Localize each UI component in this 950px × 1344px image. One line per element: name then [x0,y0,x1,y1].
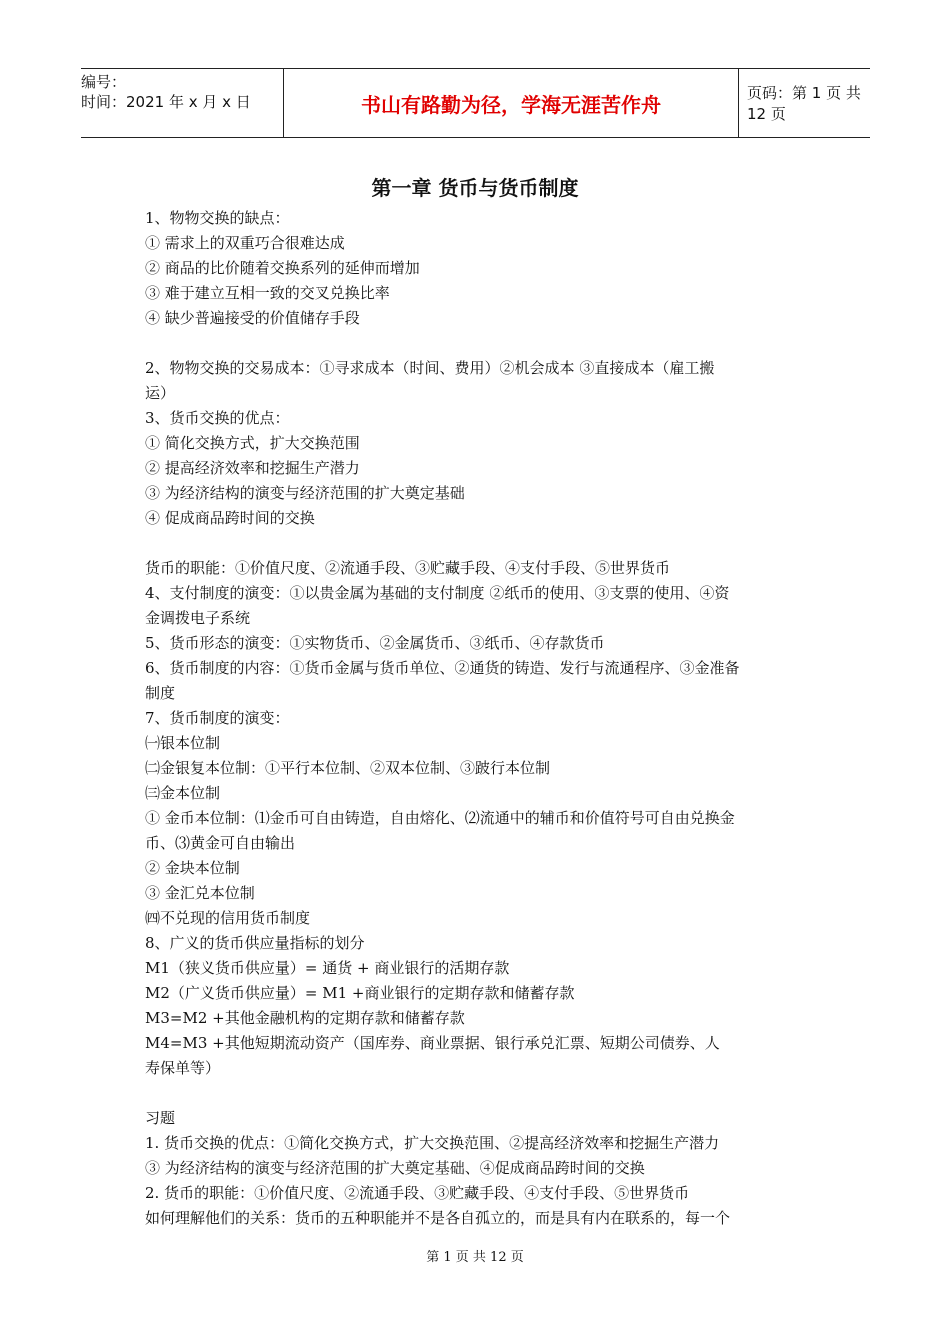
text-line: 币、⑶黄金可自由输出 [145,834,296,852]
text-line: ④ 促成商品跨时间的交换 [145,509,315,527]
text-line: ㈠银本位制 [145,734,221,752]
text-line: ① 需求上的双重巧合很难达成 [145,234,345,252]
text-line: 6、货币制度的内容：①货币金属与货币单位、②通货的铸造、发行与流通程序、③金准备 [145,659,740,677]
text-line: ㈢金本位制 [145,784,221,802]
text-line: M2（广义货币供应量）= M1 +商业银行的定期存款和储蓄存款 [145,984,575,1002]
text-line: ② 提高经济效率和挖掘生产潜力 [145,459,360,477]
blank-line [145,1081,815,1106]
text-line: ㈡金银复本位制：①平行本位制、②双本位制、③跛行本位制 [145,759,551,777]
header-page-number: 页码：第 1 页 共 12 页 [747,84,861,123]
text-line: ③ 金汇兑本位制 [145,884,255,902]
text-line: 运） [145,384,176,402]
text-line: 2. 货币的职能：①价值尺度、②流通手段、③贮藏手段、④支付手段、⑤世界货币 [145,1184,690,1202]
text-line: 寿保单等） [145,1059,221,1077]
text-line: 金调拨电子系统 [145,609,251,627]
text-line: 制度 [145,684,176,702]
chapter-title: 第一章 货币与货币制度 [371,176,579,200]
text-line: 7、货币制度的演变： [145,709,290,727]
text-line: 4、支付制度的演变：①以贵金属为基础的支付制度 ②纸币的使用、③支票的使用、④资 [145,584,730,602]
text-line: ② 商品的比价随着交换系列的延伸而增加 [145,259,420,277]
document-number-label: 编号： [81,73,127,91]
text-line: 3、货币交换的优点： [145,409,290,427]
text-line: ① 简化交换方式，扩大交换范围 [145,434,360,452]
text-line: M4=M3 +其他短期流动资产（国库券、商业票据、银行承兑汇票、短期公司债券、人 [145,1034,720,1052]
text-line: ① 金币本位制：⑴金币可自由铸造，自由熔化、⑵流通中的辅币和价值符号可自由兑换金 [145,809,735,827]
text-line: 5、货币形态的演变：①实物货币、②金属货币、③纸币、④存款货币 [145,634,605,652]
page-footer: 第 1 页 共 12 页 [426,1250,524,1265]
text-line: 如何理解他们的关系：货币的五种职能并不是各自孤立的，而是具有内在联系的，每一个 [145,1209,731,1227]
text-line: ③ 难于建立互相一致的交叉兑换比率 [145,284,390,302]
text-line: 2、物物交换的交易成本：①寻求成本（时间、费用）②机会成本 ③直接成本（雇工搬 [145,359,715,377]
document-body [145,206,815,1231]
text-line: 习题 [145,1109,176,1127]
text-line: 1. 货币交换的优点：①简化交换方式，扩大交换范围、②提高经济效率和挖掘生产潜力 [145,1134,720,1152]
text-line: ④ 缺少普遍接受的价值储存手段 [145,309,360,327]
text-line: 1、物物交换的缺点： [145,209,290,227]
blank-line [145,531,815,556]
text-line: ㈣不兑现的信用货币制度 [145,909,311,927]
blank-line [145,331,815,356]
text-line: M3=M2 +其他金融机构的定期存款和储蓄存款 [145,1009,465,1027]
text-line: M1（狭义货币供应量）= 通货 + 商业银行的活期存款 [145,959,510,977]
page-header [81,68,870,138]
text-line: ③ 为经济结构的演变与经济范围的扩大奠定基础、④促成商品跨时间的交换 [145,1159,645,1177]
text-line: ③ 为经济结构的演变与经济范围的扩大奠定基础 [145,484,465,502]
text-line: ② 金块本位制 [145,859,240,877]
document-date-label: 时间：2021 年 x 月 x 日 [81,93,251,111]
header-meta [81,69,283,137]
text-line: 货币的职能：①价值尺度、②流通手段、③贮藏手段、④支付手段、⑤世界货币 [145,559,671,577]
header-motto: 书山有路勤为径，学海无涯苦作舟 [283,69,739,137]
text-line: 8、广义的货币供应量指标的划分 [145,934,365,952]
